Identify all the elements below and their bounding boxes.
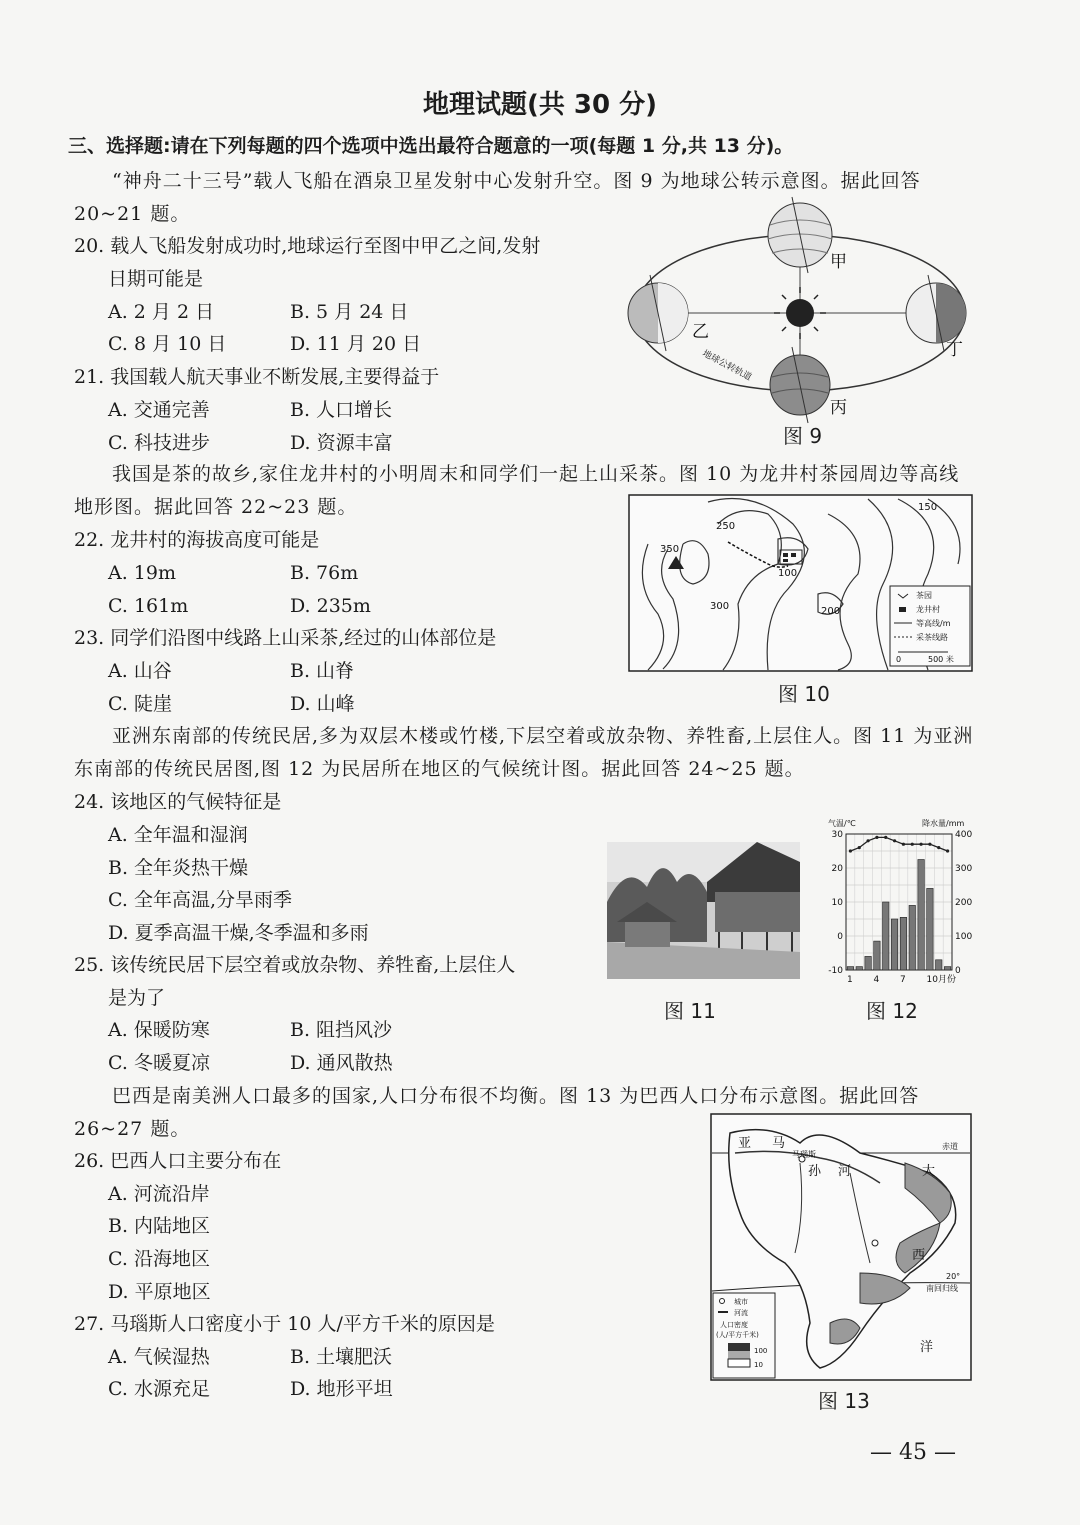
precip-tick-label: 0 — [955, 966, 961, 976]
q23-option-b[interactable]: B. 山脊 — [290, 660, 355, 682]
precip-bar-3 — [865, 956, 871, 970]
q20-option-b[interactable]: B. 5 月 24 日 — [290, 301, 409, 323]
precip-tick-label: 300 — [955, 864, 973, 874]
temperature-point-7 — [902, 843, 905, 846]
label-xi: 西 — [912, 1248, 926, 1263]
temperature-point-6 — [893, 839, 896, 842]
temp-axis-label: 气温/℃ — [828, 819, 856, 828]
q25-stem-cont: 是为了 — [108, 987, 166, 1009]
q25-stem: 25. 该传统民居下层空着或放杂物、养牲畜,上层住人 — [74, 954, 516, 976]
temperature-point-3 — [866, 839, 869, 842]
q23-option-c[interactable]: C. 陡崖 — [108, 693, 172, 715]
precip-bar-7 — [900, 917, 906, 970]
scale-zero: 0 — [896, 655, 902, 664]
earth-yi-icon — [628, 275, 688, 351]
month-tick-label: 4 — [873, 975, 880, 985]
q22-option-b[interactable]: B. 76m — [290, 562, 359, 584]
legend-unit: (人/平方千米) — [716, 1331, 759, 1339]
q26-option-d[interactable]: D. 平原地区 — [108, 1281, 211, 1303]
q21-stem: 21. 我国载人航天事业不断发展,主要得益于 — [74, 366, 440, 388]
contour-300: 300 — [710, 601, 730, 612]
q25-option-b[interactable]: B. 阻挡风沙 — [290, 1019, 393, 1041]
q20-option-a[interactable]: A. 2 月 2 日 — [108, 301, 215, 323]
label-ma: 马 — [772, 1136, 786, 1151]
precip-bar-12 — [944, 967, 950, 970]
label-ding: 丁 — [946, 340, 963, 360]
temperature-point-5 — [884, 836, 887, 839]
temperature-point-10 — [928, 843, 931, 846]
temp-tick-label: 30 — [831, 830, 843, 840]
label-ya: 亚 — [738, 1136, 752, 1151]
label-da: 大 — [922, 1164, 936, 1179]
figure-10-caption: 图 10 — [778, 682, 830, 706]
temp-tick-label: -10 — [828, 966, 843, 976]
q26-option-c[interactable]: C. 沿海地区 — [108, 1248, 210, 1270]
legend-village: 龙井村 — [916, 605, 940, 614]
label-sun: 孙 — [808, 1164, 822, 1179]
q23-option-d[interactable]: D. 山峰 — [290, 693, 355, 715]
figure-12-caption: 图 12 — [866, 999, 918, 1023]
temperature-point-9 — [919, 843, 922, 846]
precip-tick-label: 200 — [955, 898, 973, 908]
q22-option-c[interactable]: C. 161m — [108, 595, 189, 617]
month-tick-label: 7 — [900, 975, 906, 985]
month-tick-label: 1 — [847, 975, 853, 985]
intro-26-27: 巴西是南美洲人口最多的国家,人口分布很不均衡。图 13 为巴西人口分布示意图。据此回答 26~27 题。 — [74, 1085, 920, 1140]
q24-option-a[interactable]: A. 全年温和湿润 — [108, 824, 248, 846]
scale-label: 500 米 — [928, 655, 954, 664]
q25-option-c[interactable]: C. 冬暖夏凉 — [108, 1052, 210, 1074]
q23-stem: 23. 同学们沿图中线路上山采茶,经过的山体部位是 — [74, 627, 497, 649]
precip-bar-4 — [874, 941, 880, 970]
temp-tick-label: 10 — [831, 898, 843, 908]
legend-100: 100 — [754, 1347, 768, 1355]
q26-option-a[interactable]: A. 河流沿岸 — [108, 1183, 210, 1205]
precip-bar-10 — [927, 888, 933, 970]
q27-option-d[interactable]: D. 地形平坦 — [290, 1378, 393, 1400]
label-bing: 丙 — [830, 398, 847, 418]
figure-11-house-photo — [607, 842, 800, 979]
q20-stem: 20. 载人飞船发射成功时,地球运行至图中甲乙之间,发射 — [74, 235, 541, 257]
label-jia: 甲 — [830, 252, 847, 272]
page-number: — 45 — — [870, 1440, 956, 1465]
temperature-point-8 — [911, 843, 914, 846]
earth-jia-icon — [768, 197, 832, 273]
month-tick-label: 10月份 — [926, 975, 956, 985]
legend-city: 城市 — [734, 1298, 748, 1306]
temp-tick-label: 0 — [837, 932, 843, 942]
precip-bar-9 — [918, 860, 924, 971]
page-title: 地理试题(共 30 分) — [422, 90, 658, 120]
legend-river: 河流 — [734, 1309, 748, 1317]
q22-option-a[interactable]: A. 19m — [108, 562, 176, 584]
q23-option-a[interactable]: A. 山谷 — [108, 660, 172, 682]
contour-100: 100 — [778, 568, 798, 579]
legend-tea: 茶园 — [916, 591, 932, 600]
sun-icon — [786, 299, 814, 327]
q24-option-b[interactable]: B. 全年炎热干燥 — [108, 857, 249, 879]
section-heading: 三、选择题:请在下列每题的四个选项中选出最符合题意的一项(每题 1 分,共 13 分)。 — [68, 135, 794, 157]
q21-option-b[interactable]: B. 人口增长 — [290, 399, 393, 421]
q26-stem: 26. 巴西人口主要分布在 — [74, 1150, 282, 1172]
intro-22-23: 我国是茶的故乡,家住龙井村的小明周末和同学们一起上山采茶。图 10 为龙井村茶园周边等高线地形图。据此回答 22~23 题。 — [74, 463, 960, 518]
precip-tick-label: 400 — [955, 830, 973, 840]
temperature-point-11 — [937, 846, 940, 849]
label-yang: 洋 — [920, 1340, 934, 1355]
precip-bar-5 — [883, 902, 889, 970]
figure-9-orbit-diagram — [620, 195, 980, 450]
label-tropic: 南回归线 — [926, 1284, 958, 1293]
legend-density: 人口密度 — [720, 1321, 748, 1329]
legend-contour: 等高线/m — [916, 619, 951, 628]
q20-stem-cont: 日期可能是 — [108, 268, 204, 290]
temp-tick-label: 20 — [831, 864, 843, 874]
precip-tick-label: 100 — [955, 932, 973, 942]
q24-stem: 24. 该地区的气候特征是 — [74, 791, 282, 813]
contour-200: 200 — [821, 606, 841, 617]
precip-bar-1 — [847, 967, 853, 970]
q20-option-c[interactable]: C. 8 月 10 日 — [108, 333, 227, 355]
q25-option-a[interactable]: A. 保暖防寒 — [108, 1019, 210, 1041]
precip-bar-8 — [909, 905, 915, 970]
figure-13-brazil-map — [710, 1113, 972, 1381]
earth-bing-icon — [770, 347, 830, 423]
figure-12-climate-chart — [818, 812, 980, 992]
q24-option-d[interactable]: D. 夏季高温干燥,冬季温和多雨 — [108, 922, 369, 944]
q25-option-d[interactable]: D. 通风散热 — [290, 1052, 393, 1074]
legend-10: 10 — [754, 1361, 763, 1369]
precip-bar-6 — [891, 919, 897, 970]
intro-20-21: “神舟二十三号”载人飞船在酒泉卫星发射中心发射升空。图 9 为地球公转示意图。据此回答 20~21 题。 — [74, 170, 921, 225]
q27-option-a[interactable]: A. 气候湿热 — [108, 1346, 210, 1368]
label-yi: 乙 — [692, 322, 709, 342]
figure-9-caption: 图 9 — [783, 424, 823, 448]
precip-axis-label: 降水量/mm — [922, 819, 965, 828]
q27-option-b[interactable]: B. 土壤肥沃 — [290, 1346, 393, 1368]
q21-option-d[interactable]: D. 资源丰富 — [290, 432, 393, 454]
intro-24-25: 亚洲东南部的传统民居,多为双层木楼或竹楼,下层空着或放杂物、养牲畜,上层住人。图 11 为亚洲东南部的传统民居图,图 12 为民居所在地区的气候统计图。据此回答 24~25 题。 — [74, 725, 974, 780]
label-equator: 赤道 — [942, 1142, 958, 1151]
precip-bar-2 — [856, 967, 862, 970]
q22-stem: 22. 龙井村的海拔高度可能是 — [74, 529, 320, 551]
q22-option-d[interactable]: D. 235m — [290, 595, 371, 617]
label-20deg: 20° — [946, 1272, 961, 1281]
q26-option-b[interactable]: B. 内陆地区 — [108, 1215, 211, 1237]
q20-option-d[interactable]: D. 11 月 20 日 — [290, 333, 422, 355]
label-manaus: 马瑙斯 — [792, 1150, 816, 1159]
temperature-point-1 — [849, 849, 852, 852]
figure-10-contour-map — [628, 494, 973, 672]
contour-150: 150 — [918, 502, 938, 513]
temperature-point-4 — [875, 836, 878, 839]
precip-bar-11 — [936, 960, 942, 970]
q27-option-c[interactable]: C. 水源充足 — [108, 1378, 210, 1400]
contour-350: 350 — [660, 544, 680, 555]
q27-stem: 27. 马瑙斯人口密度小于 10 人/平方千米的原因是 — [74, 1313, 495, 1335]
q21-option-a[interactable]: A. 交通完善 — [108, 399, 210, 421]
orbit-label: 地球公转轨道 — [700, 348, 753, 384]
temperature-point-12 — [946, 849, 949, 852]
contour-250: 250 — [716, 521, 736, 532]
label-he: 河 — [838, 1164, 852, 1179]
figure-13-caption: 图 13 — [818, 1389, 870, 1413]
q24-option-c[interactable]: C. 全年高温,分旱雨季 — [108, 889, 292, 911]
figure-11-caption: 图 11 — [664, 999, 716, 1023]
legend-route: 采茶线路 — [916, 633, 948, 642]
q21-option-c[interactable]: C. 科技进步 — [108, 432, 210, 454]
temperature-point-2 — [858, 846, 861, 849]
